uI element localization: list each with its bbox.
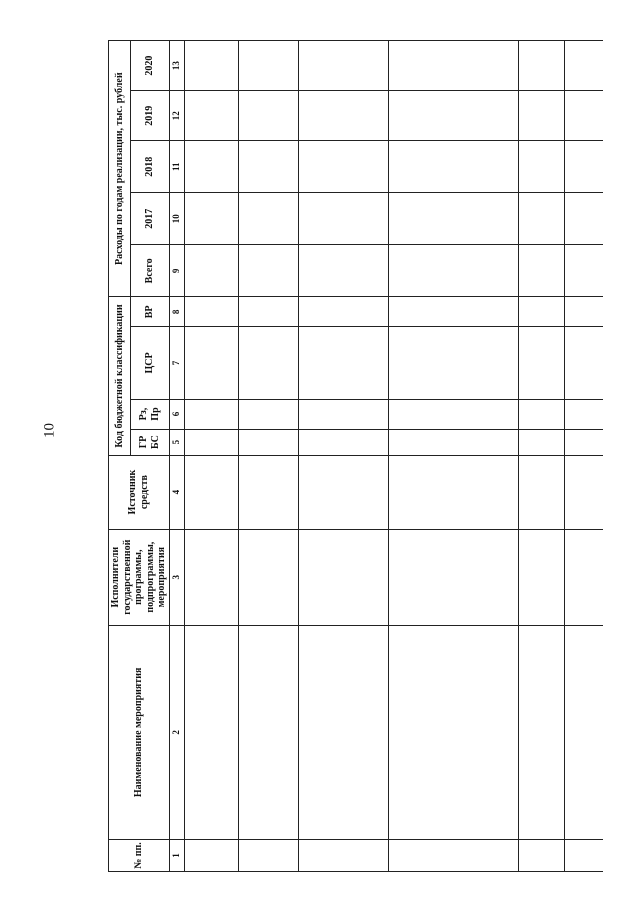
cell-name [518,625,564,839]
column-number: 6 [169,399,184,429]
table-row [238,41,298,872]
cell-no [518,839,564,871]
cell-csr [238,327,298,399]
cell-executor [298,529,388,625]
rotated-table-container [108,40,603,872]
cell-source [184,455,238,529]
column-number-row [169,41,184,872]
cell-rzpr [564,399,603,429]
cell-year-2020 [238,41,298,91]
col-header-name: Наименование мероприятия [109,625,170,839]
cell-executor [388,529,518,625]
col-header-source: Источник средств [109,455,170,529]
header-row-1 [109,41,131,872]
cell-csr [184,327,238,399]
cell-no [238,839,298,871]
column-number: 13 [169,41,184,91]
cell-csr [564,327,603,399]
cell-rzpr [518,399,564,429]
col-header-no: № пп. [109,839,170,871]
column-number: 4 [169,455,184,529]
page-number: 10 [41,423,58,438]
col-header-year-2018: 2018 [130,141,169,193]
column-number: 2 [169,625,184,839]
cell-rzpr [238,399,298,429]
column-number: 10 [169,193,184,245]
cell-grbs [238,429,298,455]
cell-executor [238,529,298,625]
cell-year-2019 [564,91,603,141]
budget-table [108,40,603,872]
col-header-csr: ЦСР [130,327,169,399]
column-number: 5 [169,429,184,455]
cell-grbs [564,429,603,455]
col-header-grbs: ГР БС [130,429,169,455]
cell-grbs [388,429,518,455]
table-row [298,41,388,872]
table-row [518,41,564,872]
cell-name [564,625,603,839]
cell-total [184,245,238,297]
cell-year-2020 [184,41,238,91]
cell-year-2017 [564,193,603,245]
cell-total [518,245,564,297]
col-header-year-2020: 2020 [130,41,169,91]
cell-year-2019 [184,91,238,141]
cell-year-2020 [518,41,564,91]
col-header-year-2019: 2019 [130,91,169,141]
col-header-year-2017: 2017 [130,193,169,245]
cell-total [238,245,298,297]
cell-executor [518,529,564,625]
cell-year-2018 [238,141,298,193]
col-header-total: Всего [130,245,169,297]
cell-source [564,455,603,529]
cell-csr [298,327,388,399]
cell-year-2019 [238,91,298,141]
cell-grbs [298,429,388,455]
cell-year-2017 [518,193,564,245]
cell-year-2018 [564,141,603,193]
cell-name [184,625,238,839]
cell-no [388,839,518,871]
cell-no [184,839,238,871]
cell-vr [298,297,388,327]
cell-name [298,625,388,839]
cell-year-2018 [388,141,518,193]
cell-vr [564,297,603,327]
cell-vr [238,297,298,327]
cell-total [564,245,603,297]
cell-executor [564,529,603,625]
column-number: 12 [169,91,184,141]
cell-year-2017 [184,193,238,245]
rotated-table-frame [108,40,603,872]
cell-rzpr [298,399,388,429]
cell-name [388,625,518,839]
cell-year-2018 [298,141,388,193]
col-header-budget-classification: Код бюджетной классификации [109,297,131,455]
cell-vr [518,297,564,327]
cell-total [388,245,518,297]
cell-year-2019 [518,91,564,141]
cell-grbs [518,429,564,455]
cell-csr [518,327,564,399]
cell-rzpr [388,399,518,429]
cell-no [564,839,603,871]
col-header-rzpr: Рз, Пр [130,399,169,429]
table-row [564,41,603,872]
cell-vr [184,297,238,327]
cell-csr [388,327,518,399]
column-number: 9 [169,245,184,297]
column-number: 11 [169,141,184,193]
table-row [184,41,238,872]
column-number: 8 [169,297,184,327]
cell-source [238,455,298,529]
cell-grbs [184,429,238,455]
cell-name [238,625,298,839]
cell-year-2018 [184,141,238,193]
col-header-vr: ВР [130,297,169,327]
cell-vr [388,297,518,327]
col-header-executors: Исполнители государственной программы, подпрограммы, мероприятия [109,529,170,625]
column-number: 1 [169,839,184,871]
cell-source [298,455,388,529]
cell-executor [184,529,238,625]
cell-year-2018 [518,141,564,193]
cell-year-2019 [298,91,388,141]
column-number: 7 [169,327,184,399]
cell-total [298,245,388,297]
cell-year-2020 [564,41,603,91]
col-header-expenses: Расходы по годам реализации, тыс. рублей [109,41,131,297]
cell-year-2020 [388,41,518,91]
table-row [388,41,518,872]
table-body [184,41,603,872]
cell-year-2017 [238,193,298,245]
cell-year-2019 [388,91,518,141]
cell-year-2017 [298,193,388,245]
cell-no [298,839,388,871]
cell-source [388,455,518,529]
cell-rzpr [184,399,238,429]
column-number: 3 [169,529,184,625]
cell-year-2020 [298,41,388,91]
cell-source [518,455,564,529]
cell-year-2017 [388,193,518,245]
